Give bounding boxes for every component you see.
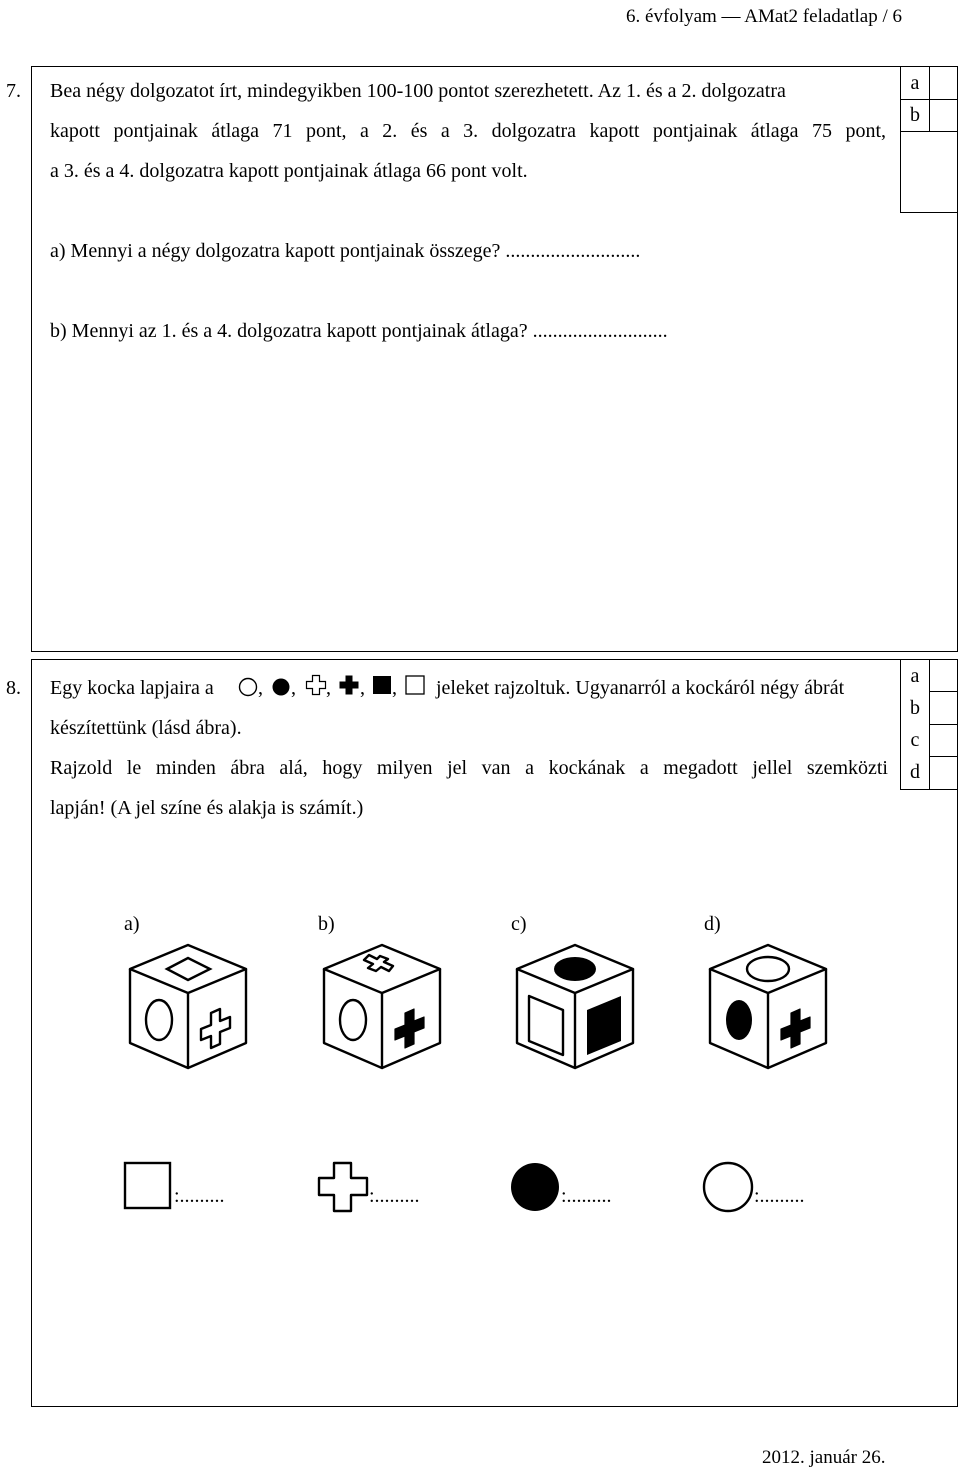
cube-c-left-hollow-square-icon [529,996,563,1055]
cube-a-top-hollow-square-icon [167,958,210,980]
answer-b-blank[interactable]: :......... [369,1185,420,1207]
cube-b-figure [320,942,444,1072]
task8-text-line4: lapján! (A jel színe és alakja is számít.) [50,797,364,819]
symbol-separator: , [258,677,263,699]
task8-intro-prefix: Egy kocka lapjaira a [50,677,214,699]
answer-c-blank[interactable]: :......... [561,1185,612,1207]
task8-number: 8. [6,677,21,699]
cube-d-label: d) [704,913,721,935]
cube-d-top-hollow-circle-icon [747,957,789,981]
cube-d-right-filled-cross-icon [781,1009,810,1048]
grade-box-8c[interactable]: c [910,729,920,751]
cube-b-label: b) [318,913,335,935]
grade-box-7a[interactable]: a [910,72,920,94]
task7-number: 7. [6,80,21,102]
symbol-separator: , [291,677,296,699]
page-header: 6. évfolyam — AMat2 feladatlap / 6 [626,6,902,27]
cube-a-left-hollow-circle-icon [146,1000,172,1040]
cube-a-figure [126,942,250,1072]
answer-d-blank[interactable]: :......... [754,1185,805,1207]
hollow-circle-symbol-icon [238,676,258,698]
grade-box-8d[interactable]: d [910,761,920,783]
cube-b-left-hollow-circle-icon [340,1000,366,1040]
cube-a-label: a) [124,913,140,935]
cube-b-right-filled-cross-icon [395,1009,424,1048]
cube-b-top-hollow-cross-icon [364,955,393,971]
task7-text-line2: kapott pontjainak átlaga 71 pont, a 2. és a 3. dolgozatra kapott pontjainak átlaga 75 pont, [50,120,886,142]
filled-square-symbol-icon [372,675,392,695]
task7-text-line3: a 3. és a 4. dolgozatra kapott pontjainak átlaga 66 pont volt. [50,160,528,182]
filled-circle-symbol-icon [271,676,291,698]
grade-box-8b[interactable]: b [910,697,920,719]
task8-text-line2: készítettünk (lásd ábra). [50,717,242,739]
cube-c-label: c) [511,913,527,935]
task7-text-line1: Bea négy dolgozatot írt, mindegyikben 100-100 pontot szerezhetett. Az 1. és a 2. dolgozatra [50,80,786,102]
cube-c-top-filled-circle-icon [554,957,596,981]
footer-date: 2012. január 26. [762,1447,886,1468]
cube-a-right-hollow-cross-icon [201,1009,230,1048]
task8-intro-suffix: jeleket rajzoltuk. Ugyanarról a kockáról négy ábrát [436,677,845,699]
answer-d-hollow-circle-icon [701,1160,755,1214]
cube-c-right-filled-square-icon [587,996,621,1055]
filled-cross-symbol-icon [338,674,360,696]
cube-c-figure [513,942,637,1072]
cube-d-figure [706,942,830,1072]
answer-b-hollow-cross-icon [316,1160,370,1214]
task7-question-b: b) Mennyi az 1. és a 4. dolgozatra kapott pontjainak átlaga? ........................... [50,320,668,342]
answer-a-blank[interactable]: :......... [174,1185,225,1207]
task7-question-a: a) Mennyi a négy dolgozatra kapott pontjainak összege? ........................... [50,240,641,262]
hollow-square-symbol-icon [405,675,425,695]
hollow-cross-symbol-icon [305,674,327,696]
grade-box-8a[interactable]: a [910,665,920,687]
symbol-separator: , [392,677,397,699]
cube-d-left-filled-circle-icon [726,1000,752,1040]
answer-c-filled-circle-icon [508,1160,562,1214]
task8-text-line3: Rajzold le minden ábra alá, hogy milyen jel van a kockának a megadott jellel szemközti [50,757,888,779]
symbol-separator: , [360,677,365,699]
grade-box-7b[interactable]: b [910,104,920,126]
symbol-separator: , [326,677,331,699]
answer-a-hollow-square-icon [122,1160,174,1212]
